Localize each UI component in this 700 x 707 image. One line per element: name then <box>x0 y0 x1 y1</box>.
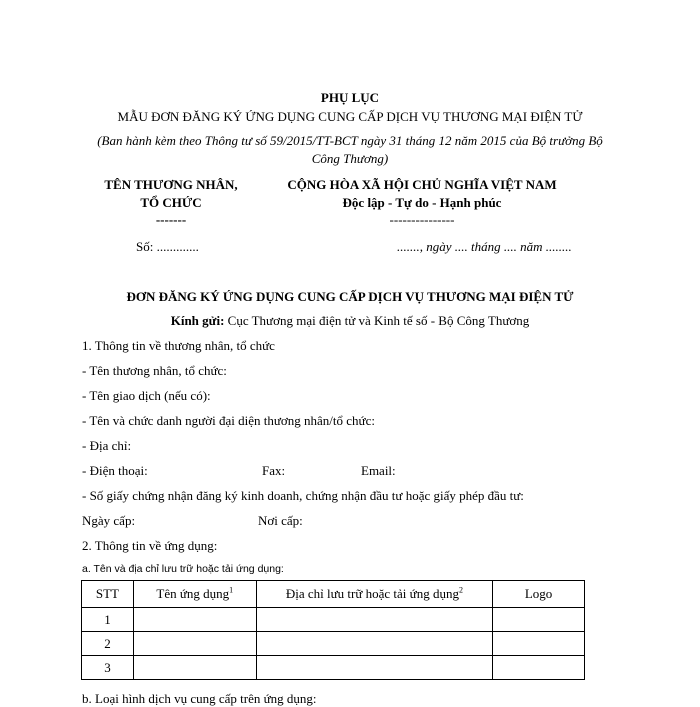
logo-cell[interactable] <box>493 608 585 632</box>
app-name-cell[interactable] <box>133 608 256 632</box>
field-representative: - Tên và chức danh người đại diện thương nhân/tổ chức: <box>82 413 375 428</box>
country-name: CỘNG HÒA XÃ HỘI CHỦ NGHĨA VIỆT NAM <box>287 177 557 192</box>
field-issue-date: Ngày cấp: <box>82 513 136 528</box>
national-motto: Độc lập - Tự do - Hạnh phúc <box>342 195 502 210</box>
field-address: - Địa chỉ: <box>82 438 132 453</box>
section2-sub-b: b. Loại hình dịch vụ cung cấp trên ứng dụng: <box>82 691 317 706</box>
recipient-name: Cục Thương mại điện tử và Kinh tế số - Bộ Công Thương <box>227 313 530 328</box>
issuance-note-line1: (Ban hành kèm theo Thông tư số 59/2015/TT-BCT ngày 31 tháng 12 năm 2015 của Bộ trưởng Bộ <box>97 133 603 148</box>
table-header-row <box>82 581 585 608</box>
field-fax: Fax: <box>262 463 286 478</box>
field-org-name: - Tên thương nhân, tổ chức: <box>82 363 227 378</box>
table-row <box>82 656 585 680</box>
row-number: 3 <box>82 656 134 680</box>
recipient-line <box>0 313 700 329</box>
field-issue-place: Nơi cấp: <box>258 513 303 528</box>
date-line: ......., ngày .... tháng .... năm ........ <box>397 239 572 254</box>
footnote-ref: 2 <box>458 585 463 595</box>
header-app-address: Địa chỉ lưu trữ hoặc tải ứng dụng$^2$ <box>256 581 492 608</box>
application-table <box>81 580 585 680</box>
app-address-cell[interactable] <box>256 632 492 656</box>
footnote-ref: 1 <box>229 585 234 595</box>
row-number: 2 <box>82 632 134 656</box>
table-row <box>82 608 585 632</box>
app-address-cell[interactable] <box>256 656 492 680</box>
org-name-line2: TỔ CHỨC <box>140 195 202 210</box>
section1-heading: 1. Thông tin về thương nhân, tổ chức <box>82 338 275 353</box>
motto-divider: --------------- <box>389 212 455 227</box>
field-trade-name: - Tên giao dịch (nếu có): <box>82 388 211 403</box>
field-email: Email: <box>361 463 396 478</box>
app-name-cell[interactable] <box>133 656 256 680</box>
document-title: ĐƠN ĐĂNG KÝ ỨNG DỤNG CUNG CẤP DỊCH VỤ THƯƠNG MẠI ĐIỆN TỬ <box>126 289 574 304</box>
org-name-line1: TÊN THƯƠNG NHÂN, <box>104 177 238 192</box>
row-number: 1 <box>82 608 134 632</box>
table-row <box>82 632 585 656</box>
recipient-label: Kính gửi: <box>170 313 225 328</box>
section2-sub-a: a. Tên và địa chỉ lưu trữ hoặc tải ứng dụng: <box>82 563 284 575</box>
logo-cell[interactable] <box>493 632 585 656</box>
header-logo: Logo <box>493 581 585 608</box>
header-stt: STT <box>82 581 134 608</box>
document-number: Số: ............. <box>136 239 199 254</box>
org-divider: ------- <box>155 212 187 227</box>
issuance-note-line2: Công Thương) <box>311 151 389 166</box>
appendix-title: PHỤ LỤC <box>320 90 380 105</box>
section2-heading: 2. Thông tin về ứng dụng: <box>82 538 218 553</box>
field-certificate: - Số giấy chứng nhận đăng ký kinh doanh, chứng nhận đầu tư hoặc giấy phép đầu tư: <box>82 488 524 503</box>
app-address-cell[interactable] <box>256 608 492 632</box>
app-name-cell[interactable] <box>133 632 256 656</box>
field-phone: - Điện thoại: <box>82 463 148 478</box>
logo-cell[interactable] <box>493 656 585 680</box>
form-title: MẪU ĐƠN ĐĂNG KÝ ỨNG DỤNG CUNG CẤP DỊCH VỤ THƯƠNG MẠI ĐIỆN TỬ <box>117 109 583 124</box>
header-app-name: Tên ứng dụng$^1$ <box>133 581 256 608</box>
